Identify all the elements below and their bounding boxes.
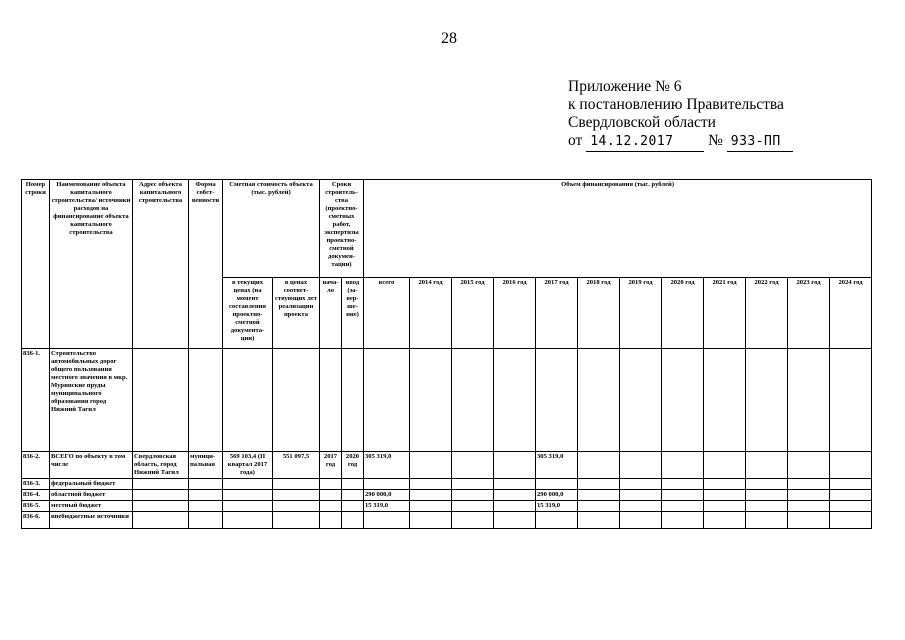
table-row: [22, 349, 872, 452]
decree-date: 14.12.2017: [586, 133, 704, 152]
page-number: 28: [441, 30, 457, 47]
header-total: всего: [364, 278, 410, 349]
header-year: 2018 год: [578, 278, 620, 349]
header-start: нача-ло: [320, 278, 342, 349]
header-deadlines: Сроки строитель-ства (проектно-сметных работ, экспертизы проектно-сметной докумен-тации): [320, 180, 364, 278]
header-corresponding-prices: в ценах соответ-ствующих лет реализации проекта: [273, 278, 320, 349]
header-object-name: Наименование объекта капитального строительства/ источники расходов на финансирование объекта капитального строительства: [50, 180, 133, 349]
header-year: 2014 год: [410, 278, 452, 349]
header-estimated-cost: Сметная стоимость объекта (тыс. рублей): [223, 180, 320, 278]
row-num: 836-5.: [22, 501, 50, 512]
header-current-prices: в текущих ценах (на момент составления проектно-сметной документа-ции): [223, 278, 273, 349]
row-start: 2017 год: [320, 452, 342, 479]
row-name: местный бюджет: [50, 501, 133, 512]
appendix-date-line: [568, 132, 793, 152]
header-commission: ввод (за-вер-ше-ние): [342, 278, 364, 349]
header-year: 2022 год: [746, 278, 788, 349]
row-name: ВСЕГО по объекту в том числе: [50, 452, 133, 479]
header-year: 2019 год: [620, 278, 662, 349]
row-total: 15 319,0: [364, 501, 410, 512]
number-label: №: [708, 132, 723, 149]
table-row: [22, 501, 872, 512]
row-total: 305 319,0: [364, 452, 410, 479]
from-label: от: [568, 132, 583, 149]
row-address: Свердловская область, город Нижний Тагил: [133, 452, 189, 479]
appendix-region: Свердловской области: [568, 114, 716, 131]
appendix-title: Приложение № 6: [568, 78, 682, 95]
row-name: областной бюджет: [50, 490, 133, 501]
row-cost-corresponding: 551 097,5: [273, 452, 320, 479]
table-row: [22, 452, 872, 479]
row-2017: 15 319,0: [536, 501, 578, 512]
row-num: 836-4.: [22, 490, 50, 501]
row-num: 836-3.: [22, 479, 50, 490]
table-row: [22, 479, 872, 490]
header-financing: Объем финансирования (тыс. рублей): [364, 180, 872, 278]
header-year: 2016 год: [494, 278, 536, 349]
decree-number: 933-ПП: [727, 133, 793, 152]
appendix-decree: к постановлению Правительства: [568, 96, 784, 113]
row-name: Строительство автомобильных дорог общего пользования местного значения в мкр. Муринские пруды муниципального образования город Нижний Тагил: [50, 349, 133, 452]
row-name: внебюджетные источники: [50, 512, 133, 529]
header-address: Адрес объекта капитального строительства: [133, 180, 189, 349]
header-year: 2021 год: [704, 278, 746, 349]
financing-table: [21, 179, 872, 529]
row-cost-current: 569 103,4 (II квартал 2017 года): [223, 452, 273, 479]
table-row: [22, 490, 872, 501]
row-2017: 305 319,0: [536, 452, 578, 479]
row-end: 2020 год: [342, 452, 364, 479]
header-year: 2024 год: [830, 278, 872, 349]
header-row-num: Номер строки: [22, 180, 50, 349]
header-year: 2017 год: [536, 278, 578, 349]
row-name: федеральный бюджет: [50, 479, 133, 490]
header-year: 2020 год: [662, 278, 704, 349]
appendix-header: [568, 78, 793, 152]
row-total: 290 000,0: [364, 490, 410, 501]
row-2017: 290 000,0: [536, 490, 578, 501]
row-num: 836-2.: [22, 452, 50, 479]
header-year: 2015 год: [452, 278, 494, 349]
header-year: 2023 год: [788, 278, 830, 349]
row-num: 836-6.: [22, 512, 50, 529]
row-ownership: муници-пальная: [189, 452, 223, 479]
table-header-row: [22, 180, 872, 278]
row-num: 836-1.: [22, 349, 50, 452]
header-ownership: Форма собст-венности: [189, 180, 223, 349]
table-row: [22, 512, 872, 529]
